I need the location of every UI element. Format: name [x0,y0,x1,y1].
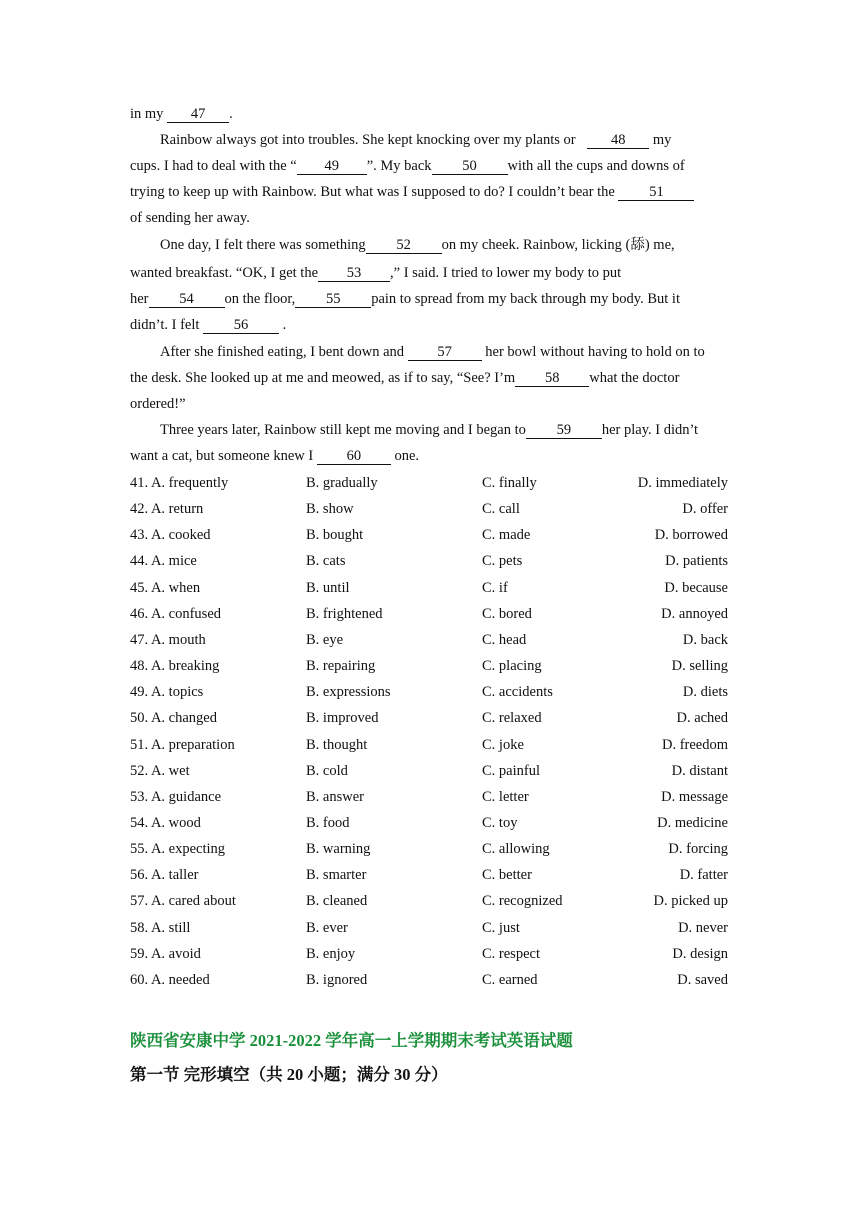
option-c[interactable]: C. earned [482,971,538,988]
option-b[interactable]: B. answer [306,788,364,805]
passage-line: wanted breakfast. “OK, I get the 53 ,” I said. I tried to lower my body to put [130,265,622,281]
option-b[interactable]: B. frightened [306,605,383,622]
option-d[interactable]: D. distant [671,762,728,779]
option-c[interactable]: C. call [482,501,520,518]
answer-blank[interactable]: 60 [317,449,391,465]
passage-line: After she finished eating, I bent down and 57 her bowl without having to hold on to [160,344,705,360]
answer-blank[interactable]: 48 [587,133,649,149]
option-a[interactable]: 56. A. taller [130,867,199,884]
option-d[interactable]: D. medicine [657,814,728,831]
option-b[interactable]: B. thought [306,736,368,753]
option-c[interactable]: C. painful [482,762,540,779]
option-a[interactable]: 43. A. cooked [130,527,211,544]
option-d[interactable]: D. message [661,788,728,805]
option-c[interactable]: C. allowing [482,841,550,858]
answer-blank[interactable]: 54 [149,292,225,308]
answer-blank[interactable]: 57 [408,345,482,361]
option-a[interactable]: 58. A. still [130,919,191,936]
answer-blank[interactable]: 50 [432,159,508,175]
option-c[interactable]: C. toy [482,814,518,831]
option-c[interactable]: C. bored [482,605,532,622]
option-b[interactable]: B. improved [306,710,379,727]
option-b[interactable]: B. bought [306,527,364,544]
option-b[interactable]: B. eye [306,631,344,648]
option-c[interactable]: C. accidents [482,684,553,701]
option-b[interactable]: B. show [306,501,354,518]
option-a[interactable]: 50. A. changed [130,710,217,727]
passage-line: cups. I had to deal with the “ 49 ”. My back 50 with all the cups and downs of [130,158,685,174]
option-d[interactable]: D. back [682,631,728,648]
option-d[interactable]: D. because [664,579,728,596]
option-c[interactable]: C. finally [482,475,537,491]
option-b[interactable]: B. cleaned [306,893,368,910]
option-d[interactable]: D. freedom [661,736,728,753]
option-d[interactable]: D. diets [682,684,728,701]
option-d[interactable]: D. never [678,919,728,936]
option-c[interactable]: C. respect [482,945,540,962]
option-a[interactable]: 41. A. frequently [130,475,229,491]
answer-blank[interactable]: 51 [618,185,694,201]
option-a[interactable]: 44. A. mice [130,553,197,570]
option-c[interactable]: C. just [482,919,520,936]
option-a[interactable]: 60. A. needed [130,971,210,988]
answer-blank[interactable]: 53 [318,266,390,282]
option-b[interactable]: B. expressions [306,684,391,701]
option-d[interactable]: D. fatter [679,867,728,884]
answer-blank[interactable]: 59 [526,423,602,439]
option-c[interactable]: C. letter [482,788,529,805]
option-a[interactable]: 48. A. breaking [130,658,220,675]
option-b[interactable]: B. cats [306,553,346,570]
passage-line: ordered!” [130,396,186,412]
option-c[interactable]: C. placing [482,658,542,675]
option-d[interactable]: D. selling [671,658,728,675]
passage-line: the desk. She looked up at me and meowed, as if to say, “See? I’m 58 what the doctor [130,370,680,386]
option-b[interactable]: B. food [306,814,350,831]
option-d[interactable]: D. borrowed [654,527,728,544]
option-a[interactable]: 54. A. wood [130,814,201,831]
passage-line: One day, I felt there was something 52 on my cheek. Rainbow, licking (舔) me, [160,237,675,253]
answer-blank[interactable]: 55 [295,292,371,308]
option-a[interactable]: 51. A. preparation [130,736,235,753]
option-a[interactable]: 59. A. avoid [130,945,201,962]
section-heading: 第一节 完形填空（共 20 小题；满分 30 分） [130,1065,448,1084]
option-d[interactable]: D. offer [682,501,728,518]
answer-blank[interactable]: 49 [297,159,367,175]
passage-line: of sending her away. [130,210,250,226]
option-a[interactable]: 55. A. expecting [130,841,226,858]
option-c[interactable]: C. relaxed [482,710,542,727]
option-a[interactable]: 52. A. wet [130,762,190,779]
option-a[interactable]: 57. A. cared about [130,893,236,910]
option-c[interactable]: C. made [482,527,531,544]
passage-line: trying to keep up with Rainbow. But what was I supposed to do? I couldn’t bear the 51 [130,183,694,201]
option-d[interactable]: D. saved [677,971,728,988]
option-b[interactable]: B. smarter [306,867,367,884]
option-d[interactable]: D. picked up [653,893,728,910]
option-d[interactable]: D. immediately [637,475,728,491]
answer-blank[interactable]: 56 [203,318,279,334]
option-c[interactable]: C. recognized [482,893,563,910]
option-a[interactable]: 42. A. return [130,501,204,518]
option-a[interactable]: 49. A. topics [130,684,204,701]
option-b[interactable]: B. warning [306,841,371,858]
option-b[interactable]: B. enjoy [306,945,356,962]
exam-title: 陕西省安康中学 2021-2022 学年高一上学期期末考试英语试题 [130,1031,573,1050]
option-b[interactable]: B. until [306,579,350,596]
option-b[interactable]: B. ever [306,919,348,936]
option-d[interactable]: D. design [672,945,728,962]
option-b[interactable]: B. ignored [306,971,368,988]
option-b[interactable]: B. gradually [306,475,378,491]
answer-blank[interactable]: 47 [167,107,229,123]
option-a[interactable]: 53. A. guidance [130,788,222,805]
option-c[interactable]: C. better [482,867,532,884]
option-d[interactable]: D. ached [676,710,728,727]
option-a[interactable]: 46. A. confused [130,605,222,622]
option-d[interactable]: D. forcing [668,841,728,858]
passage-line: Three years later, Rainbow still kept me moving and I began to 59 her play. I didn’t [160,422,699,438]
option-d[interactable]: D. annoyed [661,605,728,622]
passage-line: in my 47 . [130,106,233,122]
passage-line: her 54 on the floor, 55 pain to spread from my back through my body. But it [130,291,680,307]
passage-line: Rainbow always got into troubles. She kept knocking over my plants or 48 my [160,132,672,148]
answer-blank[interactable]: 52 [366,238,442,254]
option-c[interactable]: C. joke [482,736,524,753]
passage-line: want a cat, but someone knew I 60 one. [130,448,420,464]
option-c[interactable]: C. if [482,579,508,596]
option-d[interactable]: D. patients [665,553,728,570]
passage-line: didn’t. I felt 56 . [130,317,287,333]
option-b[interactable]: B. repairing [306,658,376,675]
option-b[interactable]: B. cold [306,762,348,779]
option-c[interactable]: C. pets [482,553,523,570]
option-a[interactable]: 47. A. mouth [130,631,206,648]
answer-blank[interactable]: 58 [515,371,589,387]
option-a[interactable]: 45. A. when [130,579,201,596]
option-c[interactable]: C. head [482,631,527,648]
